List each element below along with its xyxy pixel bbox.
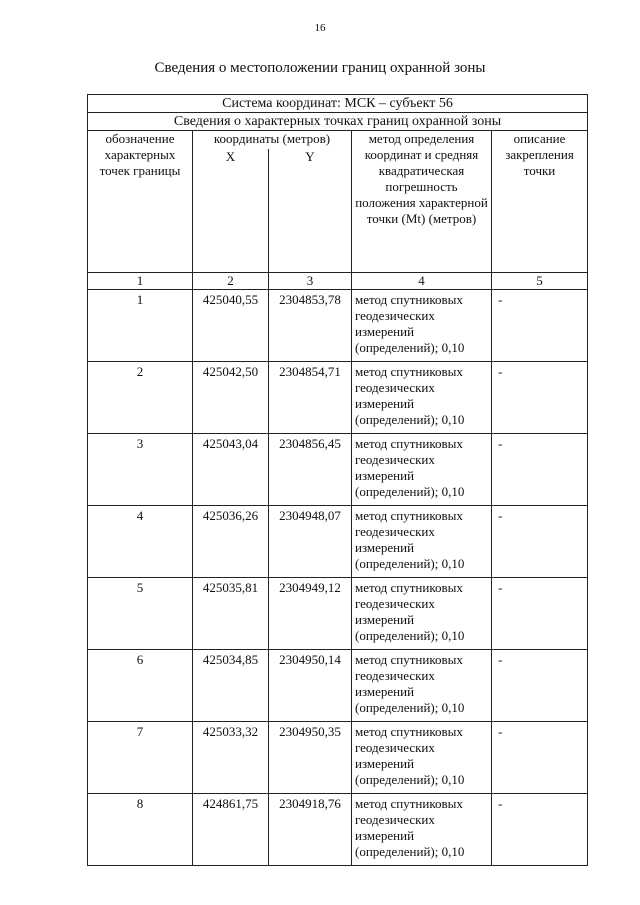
column-number: 1 bbox=[88, 273, 193, 290]
table-row bbox=[88, 578, 588, 650]
point-number-cell: 5 bbox=[88, 578, 193, 650]
description-cell: - bbox=[492, 722, 588, 794]
method-cell: метод спутниковых геодезических измерений (определений); 0,10 bbox=[352, 578, 492, 650]
description-cell: - bbox=[492, 434, 588, 506]
point-number-cell: 7 bbox=[88, 722, 193, 794]
column-number: 3 bbox=[269, 273, 352, 290]
description-cell: - bbox=[492, 506, 588, 578]
table-subtitle: Сведения о характерных точках границ охранной зоны bbox=[88, 113, 588, 131]
header-method: метод определения координат и средняя квадратическая погрешность положения характерной точки (Mt) (метров) bbox=[352, 131, 492, 273]
table-row bbox=[88, 362, 588, 434]
x-coordinate-cell: 425033,32 bbox=[193, 722, 269, 794]
boundary-points-table bbox=[87, 94, 588, 866]
x-coordinate-cell: 425034,85 bbox=[193, 650, 269, 722]
y-coordinate-cell: 2304950,14 bbox=[269, 650, 352, 722]
header-y: Y bbox=[269, 149, 352, 165]
description-cell: - bbox=[492, 578, 588, 650]
x-coordinate-cell: 425035,81 bbox=[193, 578, 269, 650]
x-coordinate-cell: 425036,26 bbox=[193, 506, 269, 578]
x-coordinate-cell: 424861,75 bbox=[193, 794, 269, 866]
y-coordinate-cell: 2304950,35 bbox=[269, 722, 352, 794]
point-number-cell: 1 bbox=[88, 290, 193, 362]
y-coordinate-cell: 2304948,07 bbox=[269, 506, 352, 578]
point-number-cell: 8 bbox=[88, 794, 193, 866]
table-row bbox=[88, 794, 588, 866]
description-cell: - bbox=[492, 794, 588, 866]
y-coordinate-cell: 2304949,12 bbox=[269, 578, 352, 650]
description-cell: - bbox=[492, 650, 588, 722]
x-coordinate-cell: 425040,55 bbox=[193, 290, 269, 362]
method-cell: метод спутниковых геодезических измерений (определений); 0,10 bbox=[352, 290, 492, 362]
table-row bbox=[88, 722, 588, 794]
table-row bbox=[88, 506, 588, 578]
point-number-cell: 2 bbox=[88, 362, 193, 434]
method-cell: метод спутниковых геодезических измерений (определений); 0,10 bbox=[352, 722, 492, 794]
header-x: X bbox=[193, 149, 269, 165]
table-row bbox=[88, 434, 588, 506]
point-number-cell: 3 bbox=[88, 434, 193, 506]
description-cell: - bbox=[492, 362, 588, 434]
description-cell: - bbox=[492, 290, 588, 362]
method-cell: метод спутниковых геодезических измерений (определений); 0,10 bbox=[352, 794, 492, 866]
point-number-cell: 6 bbox=[88, 650, 193, 722]
column-number: 4 bbox=[352, 273, 492, 290]
method-cell: метод спутниковых геодезических измерений (определений); 0,10 bbox=[352, 362, 492, 434]
x-coordinate-cell: 425043,04 bbox=[193, 434, 269, 506]
method-cell: метод спутниковых геодезических измерений (определений); 0,10 bbox=[352, 434, 492, 506]
point-number-cell: 4 bbox=[88, 506, 193, 578]
column-number-row bbox=[88, 273, 588, 290]
y-coordinate-cell: 2304918,76 bbox=[269, 794, 352, 866]
page-number: 16 bbox=[314, 22, 326, 34]
header-x-spacer bbox=[193, 165, 269, 273]
column-number: 5 bbox=[492, 273, 588, 290]
header-coordinates: координаты (метров) bbox=[193, 131, 352, 150]
method-cell: метод спутниковых геодезических измерений (определений); 0,10 bbox=[352, 650, 492, 722]
header-y-spacer bbox=[269, 165, 352, 273]
column-number: 2 bbox=[193, 273, 269, 290]
header-description: описание закрепления точки bbox=[492, 131, 588, 273]
method-cell: метод спутниковых геодезических измерений (определений); 0,10 bbox=[352, 506, 492, 578]
x-coordinate-cell: 425042,50 bbox=[193, 362, 269, 434]
y-coordinate-cell: 2304856,45 bbox=[269, 434, 352, 506]
header-point-designation: обозначение характерных точек границы bbox=[88, 131, 193, 273]
y-coordinate-cell: 2304853,78 bbox=[269, 290, 352, 362]
document-title: Сведения о местоположении границ охранной зоны bbox=[154, 60, 486, 76]
table-row bbox=[88, 290, 588, 362]
table-row bbox=[88, 650, 588, 722]
y-coordinate-cell: 2304854,71 bbox=[269, 362, 352, 434]
coordinate-system-caption: Система координат: МСК – субъект 56 bbox=[88, 95, 588, 113]
